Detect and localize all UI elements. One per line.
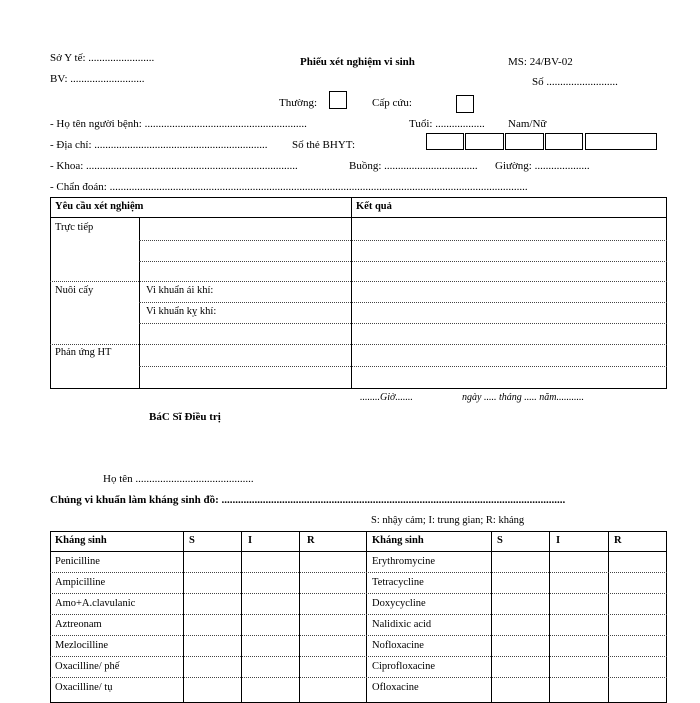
antibiotic-header: Kháng sinh [372,535,424,546]
s-header: S [497,535,503,546]
request-table-border [50,197,667,389]
form-title: Phiếu xét nghiệm vi sinh [300,56,415,68]
section-line [50,281,667,282]
form-code: MS: 24/BV-02 [508,56,573,68]
antibiotic-header-divider [50,551,667,552]
antibiotic-name: Doxycycline [372,598,426,609]
row-line [50,677,667,678]
antibiotic-name: Oxacilline/ phế [55,661,120,672]
row-line [50,635,667,636]
i-header: I [248,535,253,546]
antibiotic-name: Ciprofloxacine [372,661,435,672]
age-field: Tuổi: .................. [409,118,485,130]
row-line [50,614,667,615]
antibiotic-name: Ofloxacine [372,682,419,693]
bed-field: Giường: .................... [495,160,590,172]
antibiotic-name: Erythromycine [372,556,435,567]
i-header: I [556,535,561,546]
department-field: - Khoa: ............................................................................. [50,160,298,172]
s-header: S [189,535,195,546]
bhyt-label: Số thẻ BHYT: [292,139,356,151]
address-field: - Địa chỉ: ............................................................... [50,139,268,151]
bhyt-box-1[interactable] [426,133,464,150]
row-line [139,302,667,303]
antibiotic-name: Amo+A.clavulanic [55,598,136,609]
anaerobic-label: Vi khuẩn kỵ khí: [146,306,217,317]
r-header: R [307,535,315,546]
gender-field: Nam/Nữ [508,118,547,130]
patient-name-field: - Họ tên người bệnh: ........................................................... [50,118,307,130]
doctor-name-field: Họ tên ........................................... [103,473,254,485]
row-line [139,240,667,241]
aerobic-label: Vi khuẩn ái khí: [146,285,214,296]
so-y-te-field: Sở Y tế: ........................ [50,52,155,64]
request-table-label-divider [139,217,140,389]
r-header: R [614,535,622,546]
antibiotic-name: Ampicilline [55,577,106,588]
date-field: ngày ..... tháng ..... năm........... [462,392,584,403]
row-line [50,656,667,657]
request-table-col-divider [351,197,352,389]
antibiotic-header: Kháng sinh [55,535,107,546]
antibiotic-name: Tetracycline [372,577,424,588]
nuoi-cay-label: Nuôi cấy [55,285,94,296]
bhyt-box-3[interactable] [505,133,544,150]
diagnosis-field: - Chẩn đoán: ........................................................................................................................................................ [50,181,528,193]
row-line [50,593,667,594]
phan-ung-ht-label: Phản ứng HT [55,347,112,358]
cap-cuu-checkbox[interactable] [456,95,474,113]
doctor-title: BáC Sĩ Điều trị [149,411,221,423]
antibiotic-name: Nalidixic acid [372,619,432,630]
section-line [50,344,667,345]
antibiotic-name: Oxacilline/ tụ [55,682,113,693]
request-table-header-divider [50,217,667,218]
antibiotic-name: Penicilline [55,556,100,567]
thuong-label: Thường: [279,97,318,109]
bhyt-box-5[interactable] [585,133,657,150]
row-line [139,261,667,262]
room-field: Buồng: .................................. [349,160,478,172]
strain-field: Chủng vi khuẩn làm kháng sinh đồ: ............................................................................................................................. [50,494,566,506]
form-number-field: Số .......................... [532,76,618,88]
row-line [139,366,667,367]
request-header: Yêu cầu xét nghiệm [55,201,144,212]
row-line [50,572,667,573]
benh-vien-field: BV: ........................... [50,73,145,85]
bhyt-box-2[interactable] [465,133,504,150]
bhyt-box-4[interactable] [545,133,583,150]
antibiotic-name: Mezlocilline [55,640,109,651]
row-line [139,323,667,324]
time-field: ........Giờ....... [360,392,413,403]
sir-legend: S: nhậy cảm; I: trung gian; R: kháng [371,515,525,526]
result-header: Kết quả [356,201,392,212]
cap-cuu-label: Cấp cứu: [372,97,412,109]
thuong-checkbox[interactable] [329,91,347,109]
antibiotic-name: Nofloxacine [372,640,424,651]
truc-tiep-label: Trực tiếp [55,222,94,233]
antibiotic-name: Aztreonam [55,619,102,630]
